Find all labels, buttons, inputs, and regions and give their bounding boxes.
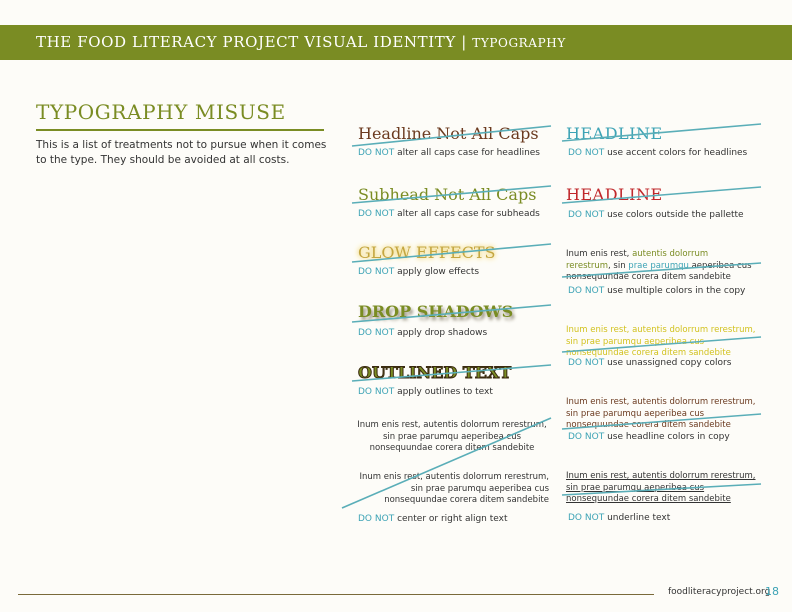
caption-text: use multiple colors in the copy xyxy=(604,286,746,296)
footer-divider xyxy=(18,594,654,595)
caption-glow xyxy=(358,267,479,277)
caption-outline xyxy=(358,387,493,397)
do-not-label: DO NOT xyxy=(568,286,605,296)
sample-underlined-paragraph: Inum enis rest, autentis dolorrum rerestrum, sin prae parumqu aeperibea cus nonsequundae corera ditem sandebite xyxy=(566,471,756,504)
caption-headline-colors xyxy=(568,432,730,442)
para-part-olive: autentis dolorrum xyxy=(632,249,709,259)
header-banner xyxy=(0,25,792,60)
caption-alignment xyxy=(358,514,508,524)
caption-text: apply glow effects xyxy=(394,267,480,277)
caption-text: alter all caps case for headlines xyxy=(394,148,540,158)
do-not-label: DO NOT xyxy=(568,432,605,442)
caption-headline-case xyxy=(358,148,540,158)
do-not-label: DO NOT xyxy=(358,267,395,277)
do-not-label: DO NOT xyxy=(568,513,605,523)
sample-headline-not-caps: Headline Not All Caps xyxy=(358,124,539,143)
caption-text: apply drop shadows xyxy=(394,328,488,338)
caption-subhead-case xyxy=(358,209,540,219)
footer-url: foodliteracyproject.org xyxy=(668,587,771,597)
intro-text: This is a list of treatments not to pursue when it comes to the type. They should be avoided at all costs. xyxy=(36,139,327,166)
sample-headline-color-paragraph: Inum enis rest, autentis dolorrum rerestrum, sin prae parumqu aeperibea cus nonsequundae corera ditem sandebite xyxy=(566,397,756,430)
header-title-text: THE FOOD LITERACY PROJECT VISUAL IDENTITY | xyxy=(36,33,473,51)
sample-accent-headline: HEADLINE xyxy=(566,124,663,143)
header-section: TYPOGRAPHY xyxy=(472,36,566,50)
sample-outlined-text: OUTLINED TEXT xyxy=(358,363,512,382)
caption-text: use colors outside the pallette xyxy=(604,210,744,220)
caption-text: underline text xyxy=(604,513,671,523)
para-part-teal: prae parumqu xyxy=(628,260,689,271)
do-not-label: DO NOT xyxy=(358,148,395,158)
caption-text: use unassigned copy colors xyxy=(604,358,732,368)
do-not-label: DO NOT xyxy=(568,358,605,368)
header-title xyxy=(36,33,566,51)
sample-right-aligned-paragraph: Inum enis rest, autentis dolorrum rerestrum, sin prae parumqu aeperibea cus nonsequundae corera ditem sandebite xyxy=(359,472,549,505)
do-not-label: DO NOT xyxy=(358,514,395,524)
para-part: , sin xyxy=(608,260,629,271)
page-number: 18 xyxy=(765,585,779,598)
caption-text: center or right align text xyxy=(394,514,508,524)
do-not-label: DO NOT xyxy=(358,387,395,397)
caption-accent-colors xyxy=(568,148,747,158)
para-part: aeperibea cus nonsequundae corera ditem sandebite xyxy=(566,260,752,282)
do-not-label: DO NOT xyxy=(568,210,605,220)
caption-text: use headline colors in copy xyxy=(604,432,730,442)
sample-offpalette-headline: HEADLINE xyxy=(566,185,663,204)
do-not-label: DO NOT xyxy=(358,328,395,338)
caption-unassigned-colors xyxy=(568,358,731,368)
para-part: Inum enis rest, xyxy=(566,249,633,259)
sample-centered-paragraph: Inum enis rest, autentis dolorrum rerestrum, sin prae parumqu aeperibea cus nonsequundae corera ditem sandebite xyxy=(357,420,547,453)
caption-underline xyxy=(568,513,670,523)
do-not-label: DO NOT xyxy=(568,148,605,158)
do-not-label: DO NOT xyxy=(358,209,395,219)
sample-glow-effects: GLOW EFFECTS xyxy=(358,243,496,262)
sample-subhead-not-caps: Subhead Not All Caps xyxy=(358,185,537,204)
sample-drop-shadows: DROP SHADOWS xyxy=(358,302,514,321)
caption-text: alter all caps case for subheads xyxy=(394,209,540,219)
para-part-olive: rerestrum xyxy=(566,260,608,271)
sample-unassigned-color-paragraph: Inum enis rest, autentis dolorrum rerestrum, sin prae parumqu aeperibea cus nonsequundae corera ditem sandebite xyxy=(566,325,756,358)
caption-text: use accent colors for headlines xyxy=(604,148,748,158)
page-title: TYPOGRAPHY MISUSE xyxy=(36,100,286,124)
sample-multicolor-paragraph xyxy=(566,249,756,284)
caption-drop-shadow xyxy=(358,328,487,338)
caption-multiple-colors xyxy=(568,286,745,296)
caption-outside-palette xyxy=(568,210,744,220)
caption-text: apply outlines to text xyxy=(394,387,493,397)
title-divider xyxy=(36,129,324,131)
